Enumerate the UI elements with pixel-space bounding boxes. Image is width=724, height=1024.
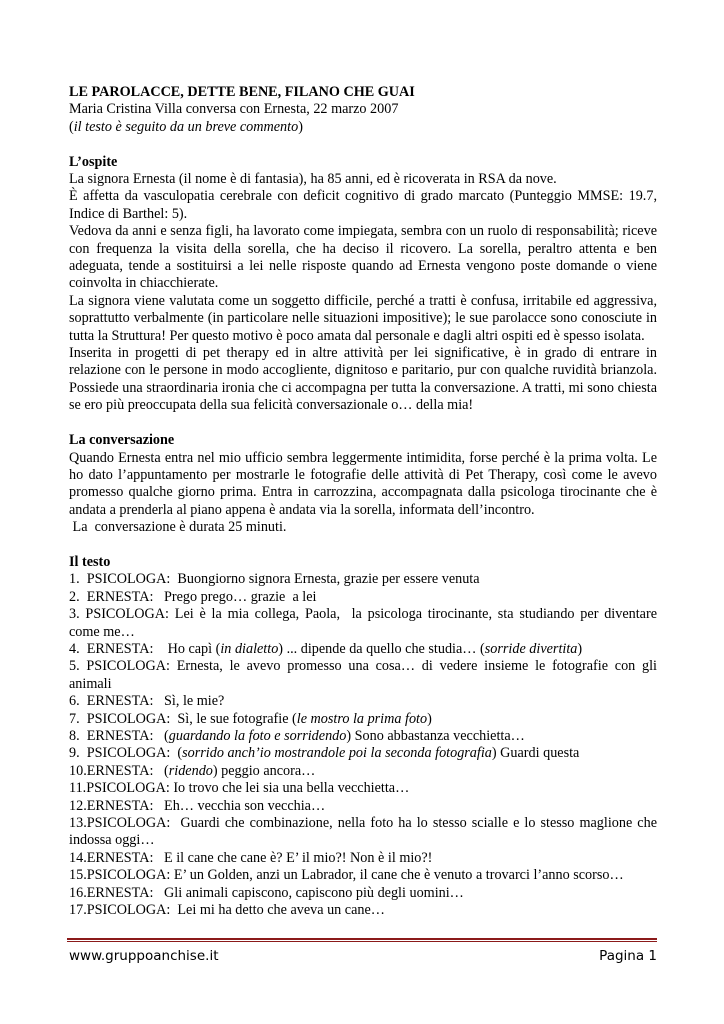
stage-direction: guardando la foto e sorridendo	[168, 727, 347, 744]
dialogue-text: 4. ERNESTA: Ho capì (	[69, 640, 221, 657]
stage-direction: le mostro la prima foto	[296, 710, 428, 727]
dialogue-line	[69, 763, 657, 780]
ospite-paragraph-2: È affetta da vasculopatia cerebrale con deficit cognitivo di grado marcato (Punteggio MMSE: 19.7, Indice di Barthel: 5).	[69, 188, 657, 222]
dialogue-text: 17.PSICOLOGA: Lei mi ha detto che aveva un cane…	[69, 902, 385, 919]
dialogue-text: 11.PSICOLOGA: Io trovo che lei sia una bella vecchietta…	[69, 780, 410, 797]
dialogue-text: ) Guardi questa	[491, 745, 580, 762]
ospite-paragraph-1: La signora Ernesta (il nome è di fantasia), ha 85 anni, ed è ricoverata in RSA da nove.	[69, 171, 557, 188]
dialogue-text: ) peggio ancora…	[212, 762, 316, 779]
dialogue-text: 6. ERNESTA: Sì, le mie?	[69, 693, 225, 710]
dialogue-line	[69, 745, 657, 762]
document-subtitle: Maria Cristina Villa conversa con Ernesta, 22 marzo 2007	[69, 101, 399, 118]
dialogue-text: 2. ERNESTA: Prego prego… grazie a lei	[69, 588, 317, 605]
dialogue-line	[69, 902, 657, 919]
dialogue-text: 16.ERNESTA: Gli animali capiscono, capiscono più degli uomini…	[69, 884, 464, 901]
dialogue-list	[69, 571, 661, 919]
dialogue-text: 3. PSICOLOGA: Lei è la mia collega, Paola, la psicologa tirocinante, sta studiando per diventare come me…	[69, 606, 661, 640]
dialogue-line	[69, 589, 657, 606]
dialogue-text: 12.ERNESTA: Eh… vecchia son vecchia…	[69, 797, 326, 814]
dialogue-line	[69, 728, 657, 745]
stage-direction: in dialetto	[220, 640, 279, 657]
dialogue-line	[69, 571, 657, 588]
dialogue-line	[69, 867, 657, 884]
dialogue-line	[69, 885, 657, 902]
dialogue-line	[69, 641, 657, 658]
ospite-paragraph-4: La signora viene valutata come un soggetto difficile, perché a tratti è confusa, irritabile ed aggressiva, soprattutto verbalmente (in particolare nelle situazioni impositive); le sue parolacce sono conosciute in tutta la Struttura! Per questo motivo è poco amata dal personale e dagli altri ospiti ed è spesso isolata.	[69, 292, 657, 344]
ospite-paragraph-5: Inserita in progetti di pet therapy ed in altre attività per lei significative, è in grado di entrare in relazione con le persone in modo accogliente, dignitoso e paritario, pur con qualche ruvidità brianzola. Possiede una straordinaria ironia che ci accompagna per tutta la conversazione. A tratti, mi sono chiesta se ero più preoccupata della sua felicità conversazionale o… della mia!	[69, 345, 657, 414]
dialogue-text: 1. PSICOLOGA: Buongiorno signora Ernesta, grazie per essere venuta	[69, 571, 480, 588]
dialogue-text: ) ... dipende da quello che studia… (	[278, 640, 485, 657]
document-note: (il testo è seguito da un breve commento)	[69, 118, 303, 135]
dialogue-line	[69, 693, 657, 710]
section-heading-conversazione: La conversazione	[69, 432, 175, 449]
dialogue-text: )	[427, 710, 432, 727]
dialogue-line	[69, 780, 657, 797]
dialogue-line	[69, 850, 657, 867]
dialogue-text: ) Sono abbastanza vecchietta…	[346, 727, 525, 744]
stage-direction: sorride divertita	[484, 640, 578, 657]
dialogue-text: 7. PSICOLOGA: Sì, le sue fotografie (	[69, 710, 297, 727]
dialogue-text: 14.ERNESTA: E il cane che cane è? E’ il mio?! Non è il mio?!	[69, 849, 433, 866]
document-body	[69, 84, 661, 919]
document-title: LE PAROLACCE, DETTE BENE, FILANO CHE GUAI	[69, 84, 415, 100]
dialogue-line	[69, 711, 657, 728]
dialogue-line	[69, 658, 661, 693]
conversazione-paragraph-2: La conversazione è durata 25 minuti.	[69, 519, 287, 536]
section-heading-ospite: L’ospite	[69, 153, 118, 170]
section-heading-testo: Il testo	[69, 553, 111, 570]
dialogue-text: 10.ERNESTA: (	[69, 762, 169, 779]
stage-direction: ridendo	[168, 762, 213, 779]
dialogue-text: 8. ERNESTA: (	[69, 727, 169, 744]
dialogue-line	[69, 798, 657, 815]
footer-divider	[67, 938, 657, 942]
dialogue-text: 15.PSICOLOGA: E’ un Golden, anzi un Labrador, il cane che è venuto a trovarci l’anno scorso…	[69, 867, 624, 884]
stage-direction: sorrido anch’io mostrandole poi la seconda fotografia	[182, 745, 492, 762]
dialogue-line	[69, 606, 661, 641]
dialogue-line	[69, 815, 661, 850]
footer-website: www.gruppoanchise.it	[69, 948, 219, 964]
ospite-paragraph-3: Vedova da anni e senza figli, ha lavorato come impiegata, sembra con un ruolo di responsabilità; riceve con frequenza la visita della sorella, che ha deciso il ricovero. La sorella, peraltro attenta e ben adeguata, tende a sostituirsi a lei nelle risposte quando ad Ernesta vengono poste domande o viene coinvolta in chiacchierate.	[69, 223, 657, 292]
dialogue-text: )	[577, 640, 583, 657]
dialogue-text: 9. PSICOLOGA: (	[69, 745, 183, 762]
conversazione-paragraph-1: Quando Ernesta entra nel mio ufficio sembra leggermente intimidita, forse perché è la prima volta. Le ho dato l’appuntamento per mostrarle le fotografie delle attività di Pet Therapy, così come le avevo promesso qualche giorno prima. Entra in carrozzina, accompagnata dalla psicologa tirocinante che è andata a prenderla al piano appena è andata via la sorella, informata dell’incontro.	[69, 449, 657, 518]
dialogue-text: 5. PSICOLOGA: Ernesta, le avevo promesso una cosa… di vedere insieme le fotografie con gli animali	[69, 658, 661, 692]
footer-page-number: Pagina 1	[599, 948, 657, 964]
dialogue-text: 13.PSICOLOGA: Guardi che combinazione, nella foto ha lo stesso scialle e lo stesso maglione che indossa oggi…	[69, 815, 661, 849]
